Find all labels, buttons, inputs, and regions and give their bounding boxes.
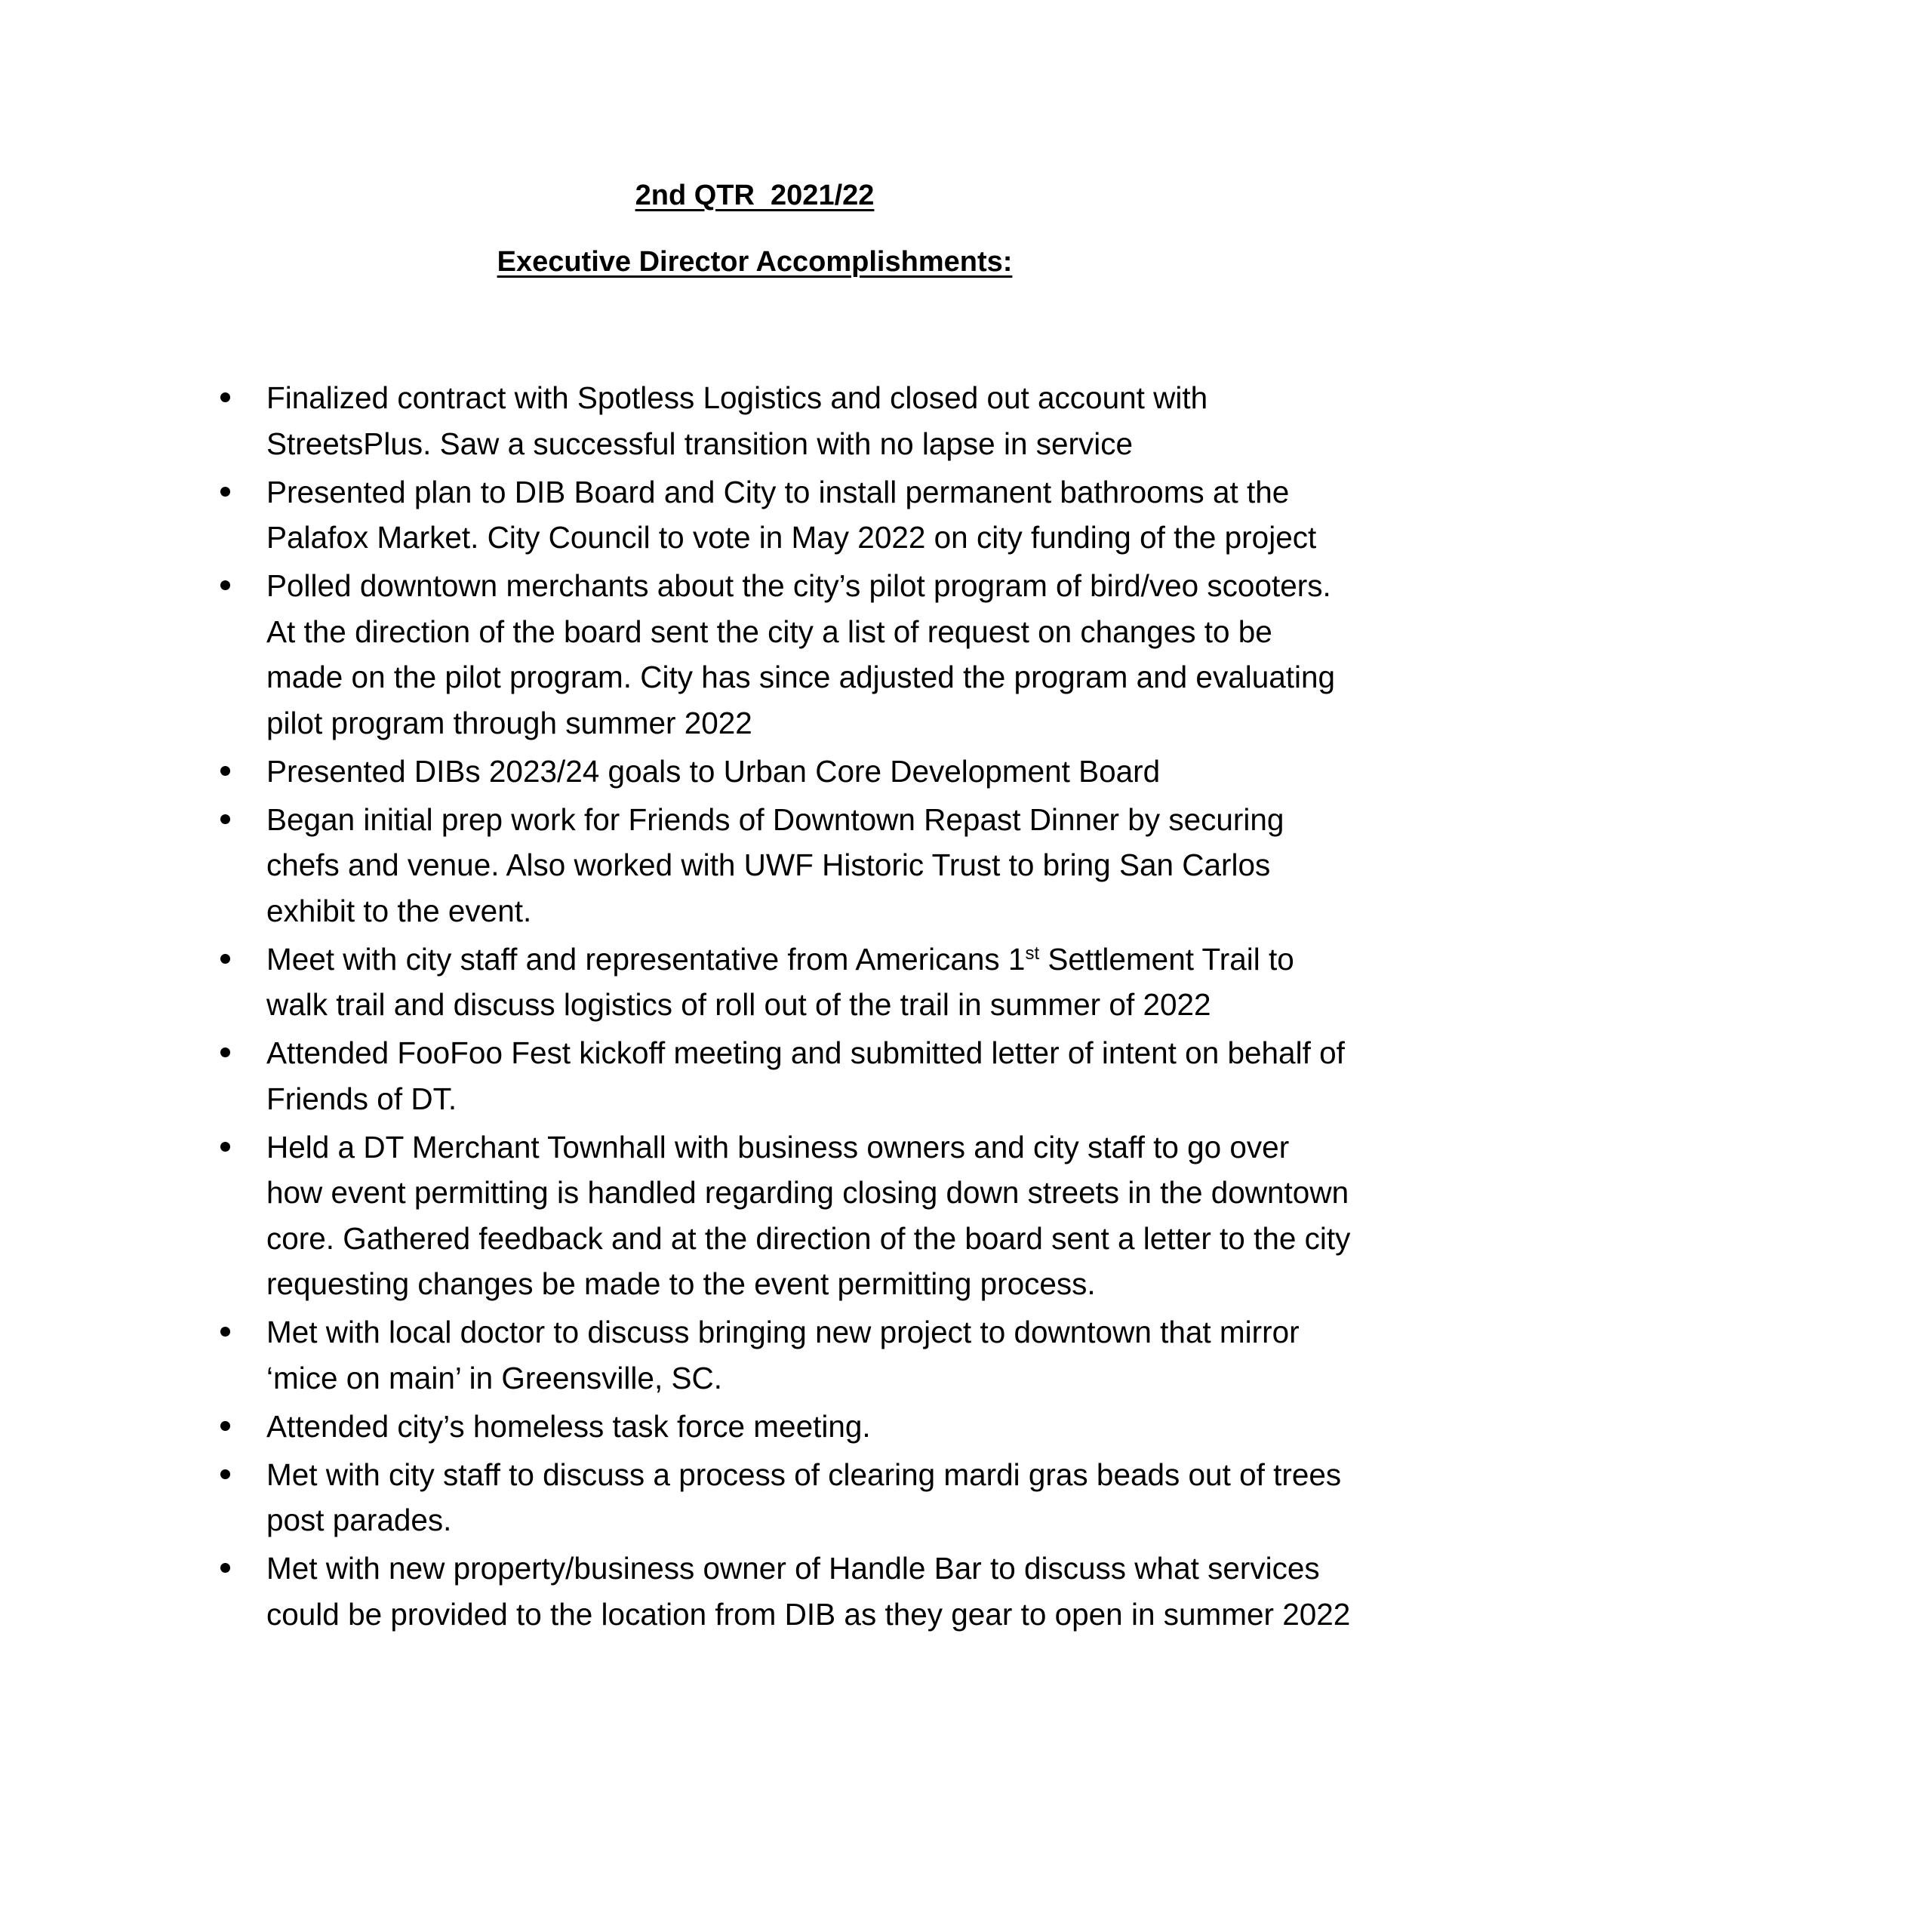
bullet-icon: [220, 580, 230, 590]
list-item-text: Polled downtown merchants about the city’s pilot program of bird/veo scooters. At the direction of the board sent the city a list of request on changes to be made on the pilot program. City has since adjusted the program and evaluating pilot program through summer 2022: [266, 568, 1336, 740]
list-item-text: Finalized contract with Spotless Logistics and closed out account with StreetsPlus. Saw a successful transition with no lapse in service: [266, 380, 1208, 461]
list-item-text: Held a DT Merchant Townhall with business owners and city staff to go over how event permitting is handled regarding closing down streets in the downtown core. Gathered feedback and at the direction of the board sent a letter to the city requesting changes be made to the event permitting process.: [266, 1129, 1351, 1301]
list-item: [220, 563, 1352, 746]
ordinal-superscript: st: [1025, 943, 1040, 964]
list-item: [220, 937, 1352, 1028]
list-item: [220, 1404, 1352, 1450]
bullet-icon: [220, 814, 230, 824]
list-item-text: Met with new property/business owner of Handle Bar to discuss what services could be provided to the location from DIB as they gear to open in summer 2022: [266, 1551, 1351, 1632]
report-quarter-title: 2nd QTR 2021/22: [635, 180, 875, 211]
bullet-icon: [220, 1327, 230, 1337]
bullet-icon: [220, 1563, 230, 1573]
list-item: [220, 1030, 1352, 1121]
report-heading: Executive Director Accomplishments:: [497, 246, 1013, 278]
list-item-text: Presented DIBs 2023/24 goals to Urban Core Development Board: [266, 753, 1161, 789]
list-item-text: Met with city staff to discuss a process of clearing mardi gras beads out of trees post parades.: [266, 1457, 1342, 1537]
bullet-icon: [220, 1421, 230, 1431]
list-item: [220, 1309, 1352, 1401]
list-item-text: Attended city’s homeless task force meeting.: [266, 1408, 871, 1444]
list-item-text: Attended FooFoo Fest kickoff meeting and submitted letter of intent on behalf of Friends of DT.: [266, 1035, 1345, 1116]
list-item: [220, 1546, 1352, 1637]
bullet-icon: [220, 487, 230, 497]
list-item: [220, 1124, 1352, 1307]
list-item-text-before: Meet with city staff and representative from Americans 1: [266, 941, 1026, 977]
accomplishments-list: [220, 375, 1352, 1640]
bullet-icon: [220, 1469, 230, 1479]
list-item-text: Began initial prep work for Friends of Downtown Repast Dinner by securing chefs and venue. Also worked with UWF Historic Trust to bring San Carlos exhibit to the event.: [266, 801, 1284, 928]
bullet-icon: [220, 392, 230, 402]
list-item-text: [266, 942, 1294, 1023]
bullet-icon: [220, 766, 230, 776]
list-item-text: Met with local doctor to discuss bringing new project to downtown that mirror ‘mice on main’ in Greensville, SC.: [266, 1315, 1300, 1395]
list-item: [220, 749, 1352, 795]
list-item-text: Presented plan to DIB Board and City to install permanent bathrooms at the Palafox Market. City Council to vote in May 2022 on city funding of the project: [266, 474, 1317, 555]
bullet-icon: [220, 1048, 230, 1057]
bullet-icon: [220, 954, 230, 964]
list-item: [220, 469, 1352, 561]
list-item: [220, 375, 1352, 466]
list-item: [220, 797, 1352, 934]
list-item: [220, 1452, 1352, 1543]
bullet-icon: [220, 1142, 230, 1152]
list-item-text-after: Settlement Trail to walk trail and discuss logistics of roll out of the trail in summer of 2022: [266, 941, 1294, 1022]
